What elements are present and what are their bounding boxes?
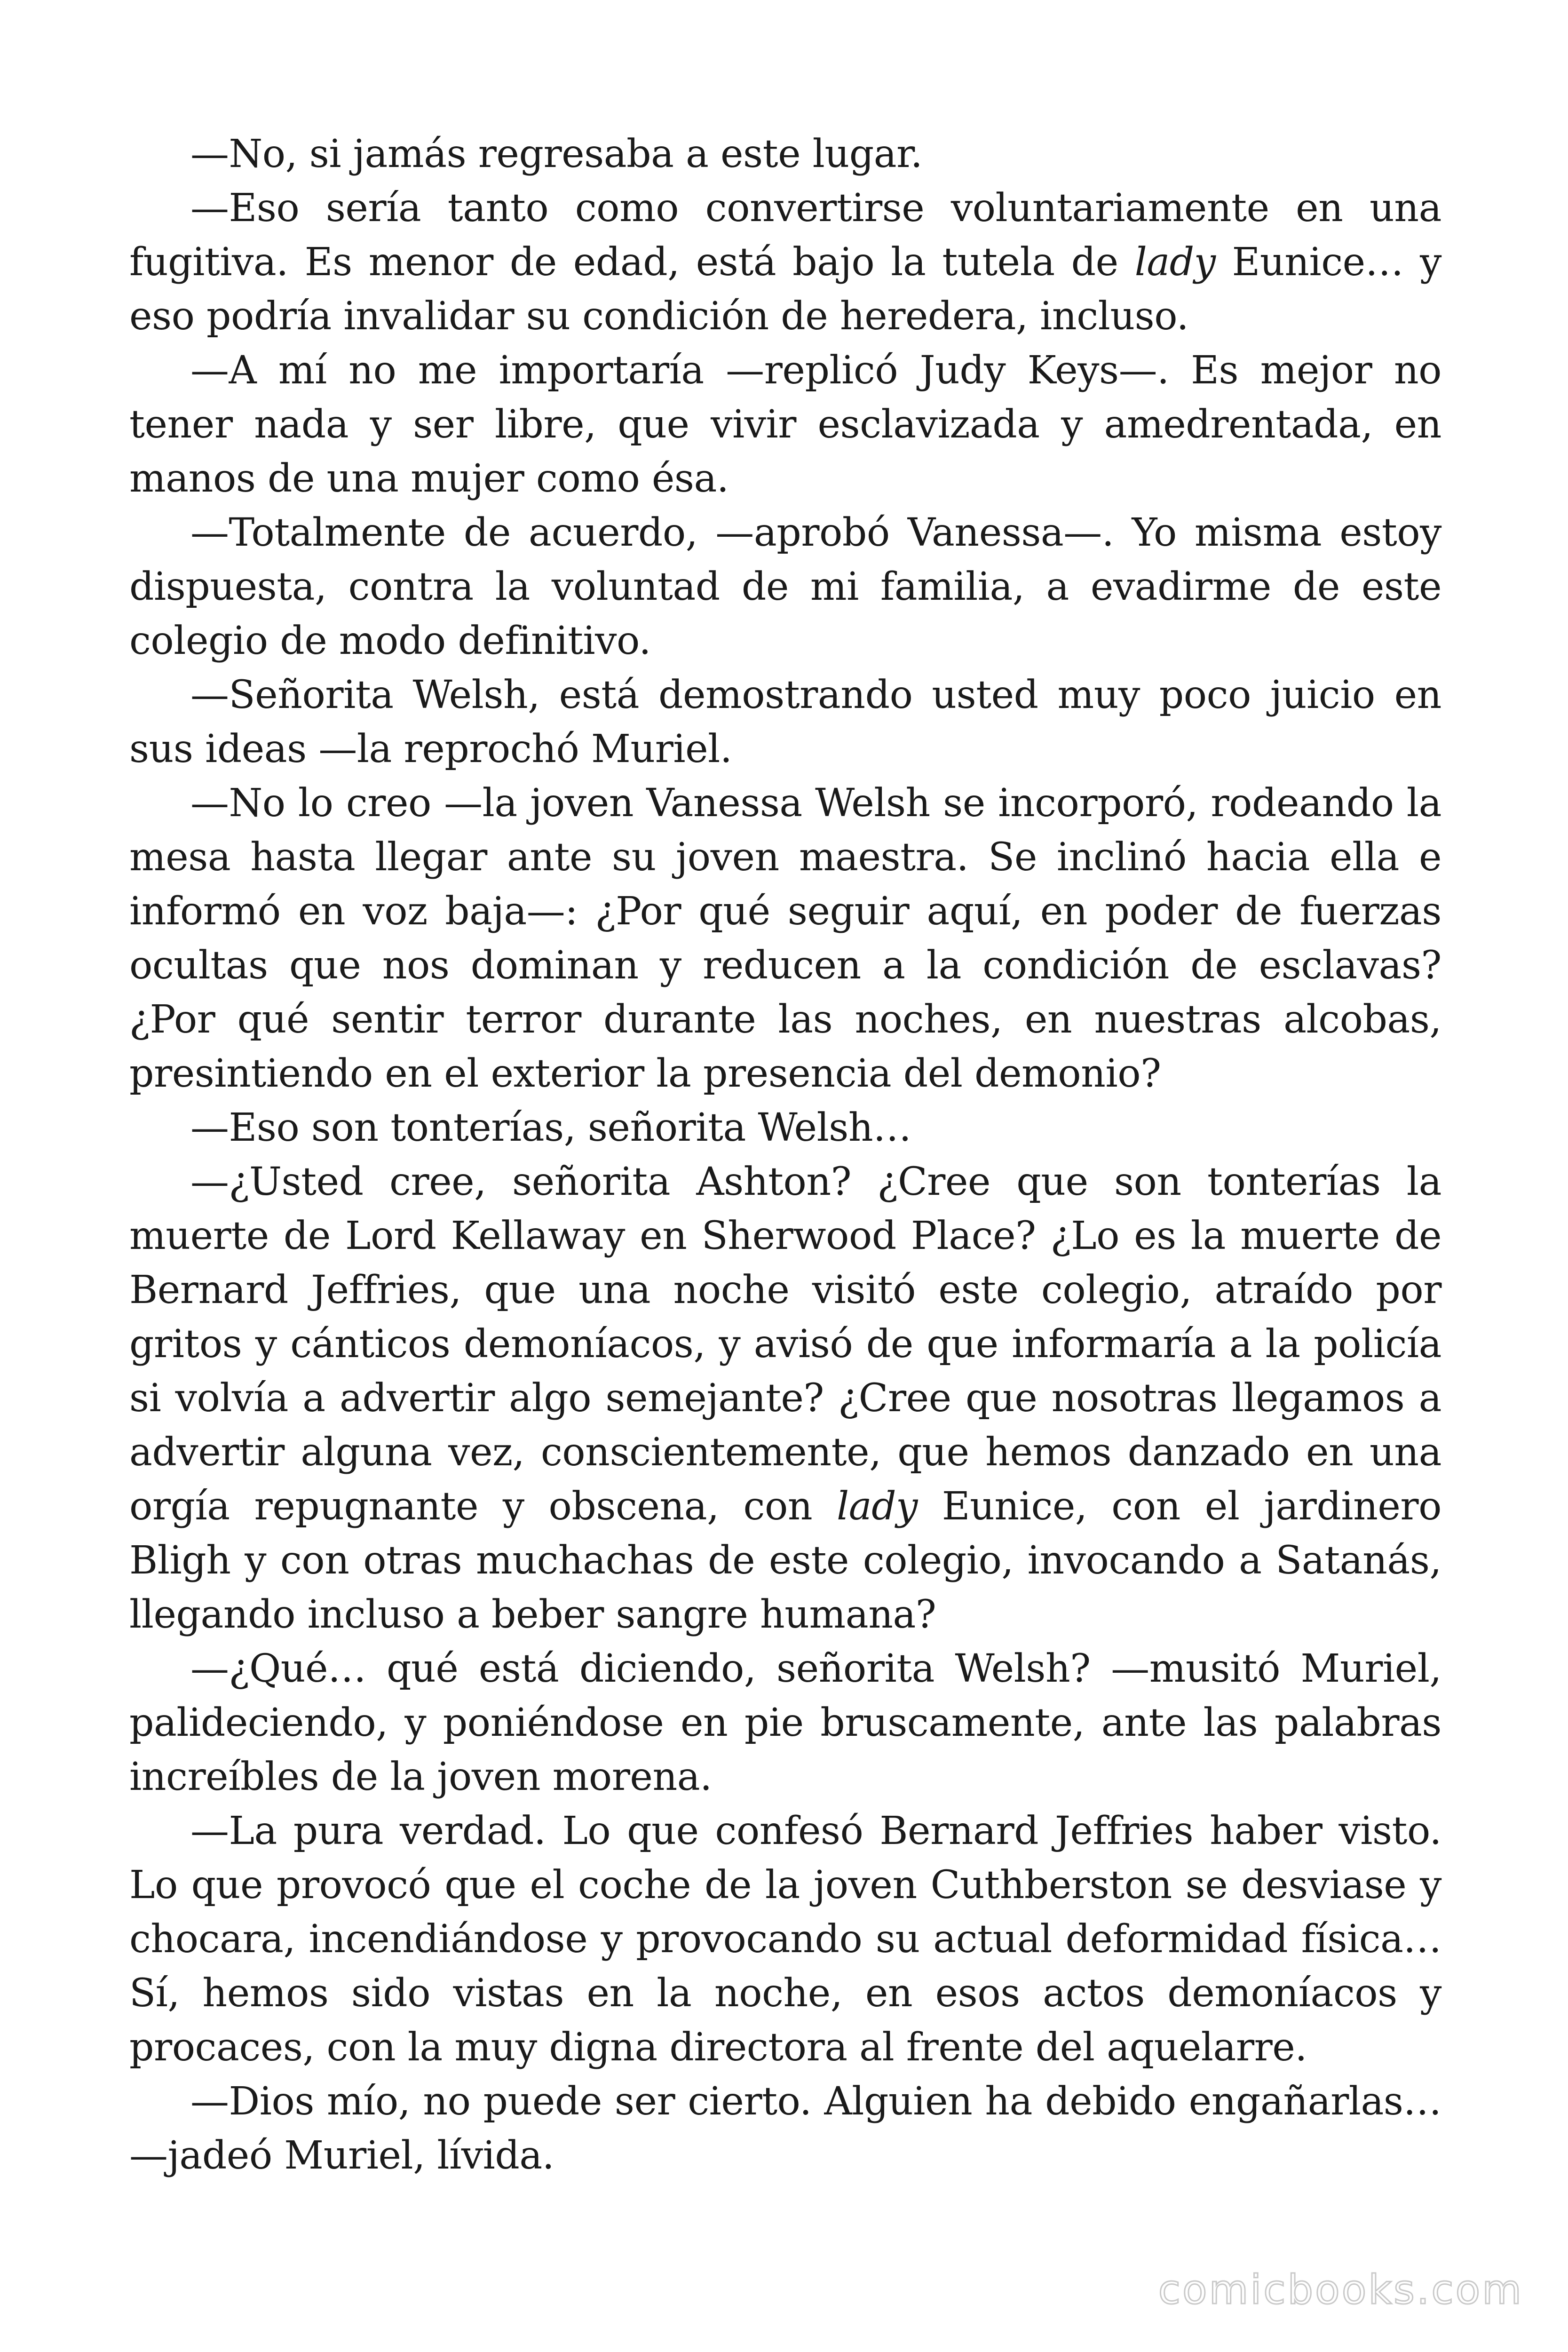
text-run: —A mí no me importaría —replicó Judy Keys—. Es mejor no tener nada y ser libre, que vivir esclavizada y amedrentada, en manos de una mujer como ésa.	[129, 348, 1441, 501]
paragraph	[129, 776, 1441, 1101]
paragraph	[129, 506, 1441, 668]
text-run: —Totalmente de acuerdo, —aprobó Vanessa—. Yo misma estoy dispuesta, contra la voluntad de mi familia, a evadirme de este colegio de modo definitivo.	[129, 510, 1441, 663]
text-run: —La pura verdad. Lo que confesó Bernard Jeffries haber visto. Lo que provocó que el coche de la joven Cuthberston se desviase y chocara, incendiándose y provocando su actual deformidad física… Sí, hemos sido vistas en la noche, en esos actos demoníacos y procaces, con la muy digna directora al frente del aquelarre.	[129, 1809, 1441, 2070]
page-body	[129, 127, 1441, 2183]
text-run: —¿Qué… qué está diciendo, señorita Welsh? —musitó Muriel, palideciendo, y poniéndose en pie bruscamente, ante las palabras increíbles de la joven morena.	[129, 1646, 1441, 1799]
paragraph	[129, 1804, 1441, 2074]
paragraph	[129, 2074, 1441, 2183]
text-run: Eunice, con el jardinero Bligh y con otras muchachas de este colegio, invocando a Satanás, llegando incluso a beber sangre humana?	[129, 1484, 1441, 1637]
paragraph	[129, 1155, 1441, 1642]
paragraph	[129, 1101, 1441, 1155]
text-run: —Dios mío, no puede ser cierto. Alguien ha debido engañarlas… —jadeó Muriel, lívida.	[129, 2079, 1441, 2178]
text-run: —¿Usted cree, señorita Ashton? ¿Cree que son tonterías la muerte de Lord Kellaway en Sherwood Place? ¿Lo es la muerte de Bernard Jeffries, que una noche visitó este colegio, atraído por gritos y cánticos demoníacos, y avisó de que informaría a la policía si volvía a advertir algo semejante? ¿Cree que nosotras llegamos a advertir alguna vez, conscientemente, que hemos danzado en una orgía repugnante y obscena, con	[129, 1160, 1441, 1529]
text-run: —Eso sería tanto como convertirse voluntariamente en una fugitiva. Es menor de edad, está bajo la tutela de	[129, 186, 1441, 285]
text-run: —No lo creo —la joven Vanessa Welsh se incorporó, rodeando la mesa hasta llegar ante su joven maestra. Se inclinó hacia ella e informó en voz baja—: ¿Por qué seguir aquí, en poder de fuerzas ocultas que nos dominan y reducen a la condición de esclavas? ¿Por qué sentir terror durante las noches, en nuestras alcobas, presintiendo en el exterior la presencia del demonio?	[129, 781, 1441, 1096]
paragraph	[129, 1642, 1441, 1804]
paragraph	[129, 668, 1441, 776]
paragraph	[129, 343, 1441, 506]
paragraph	[129, 181, 1441, 343]
italic-run: lady	[836, 1484, 918, 1529]
text-run: —Eso son tonterías, señorita Welsh…	[190, 1105, 911, 1150]
text-run: —No, si jamás regresaba a este lugar.	[190, 132, 923, 176]
text-run: Eunice… y eso podría invalidar su condición de heredera, incluso.	[129, 240, 1441, 339]
watermark-logo: comicbooks.com	[1158, 2266, 1523, 2313]
text-run: —Señorita Welsh, está demostrando usted muy poco juicio en sus ideas —la reprochó Muriel.	[129, 673, 1441, 771]
paragraph	[129, 127, 1441, 181]
italic-run: lady	[1134, 240, 1216, 285]
